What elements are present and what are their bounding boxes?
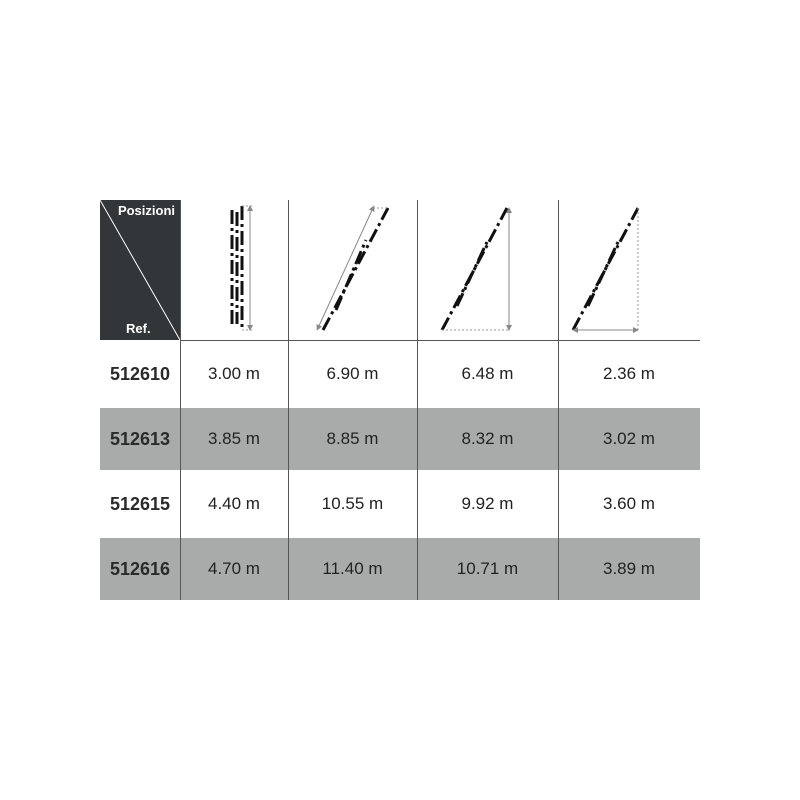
ladder-extended-length-icon	[288, 200, 417, 340]
specs-table	[100, 200, 700, 600]
position-header-closed	[180, 200, 288, 340]
column-divider	[288, 200, 289, 600]
value-cell: 6.48 m	[461, 364, 514, 383]
diagonal-divider	[100, 200, 180, 340]
table-row	[100, 340, 700, 408]
position-header-extended	[288, 200, 417, 340]
value-cell: 3.60 m	[603, 494, 655, 513]
value-cell: 3.00 m	[208, 364, 260, 383]
value-cell: 4.70 m	[208, 559, 260, 578]
position-header-base	[558, 200, 700, 340]
table-row	[100, 538, 700, 600]
value-cell: 3.85 m	[208, 429, 260, 448]
value-cell: 8.32 m	[461, 429, 514, 448]
table-row	[100, 470, 700, 538]
value-cell: 3.02 m	[603, 429, 655, 448]
ref-cell: 512615	[109, 493, 171, 514]
corner-header	[100, 200, 180, 340]
header-divider	[180, 340, 700, 341]
value-cell: 8.85 m	[326, 429, 379, 448]
ladder-leaning-height-icon	[417, 200, 558, 340]
value-cell: 10.55 m	[321, 494, 384, 513]
column-divider	[558, 200, 559, 600]
table-row	[100, 408, 700, 470]
value-cell: 6.90 m	[326, 364, 379, 383]
positions-label: Posizioni	[117, 203, 175, 218]
value-cell: 11.40 m	[322, 559, 383, 578]
ladder-closed-icon	[180, 200, 288, 340]
value-cell: 3.89 m	[603, 559, 655, 578]
value-cell: 4.40 m	[208, 494, 260, 513]
column-divider	[180, 200, 181, 600]
value-cell: 2.36 m	[603, 364, 655, 383]
ref-cell: 512610	[109, 363, 171, 384]
position-header-height	[417, 200, 558, 340]
column-divider	[417, 200, 418, 600]
ref-label: Ref.	[126, 321, 151, 336]
ladder-leaning-base-distance-icon	[558, 200, 700, 340]
value-cell: 9.92 m	[461, 494, 514, 513]
ref-cell: 512613	[109, 428, 171, 449]
value-cell: 10.71 m	[456, 559, 519, 578]
ref-cell: 512616	[109, 558, 171, 579]
